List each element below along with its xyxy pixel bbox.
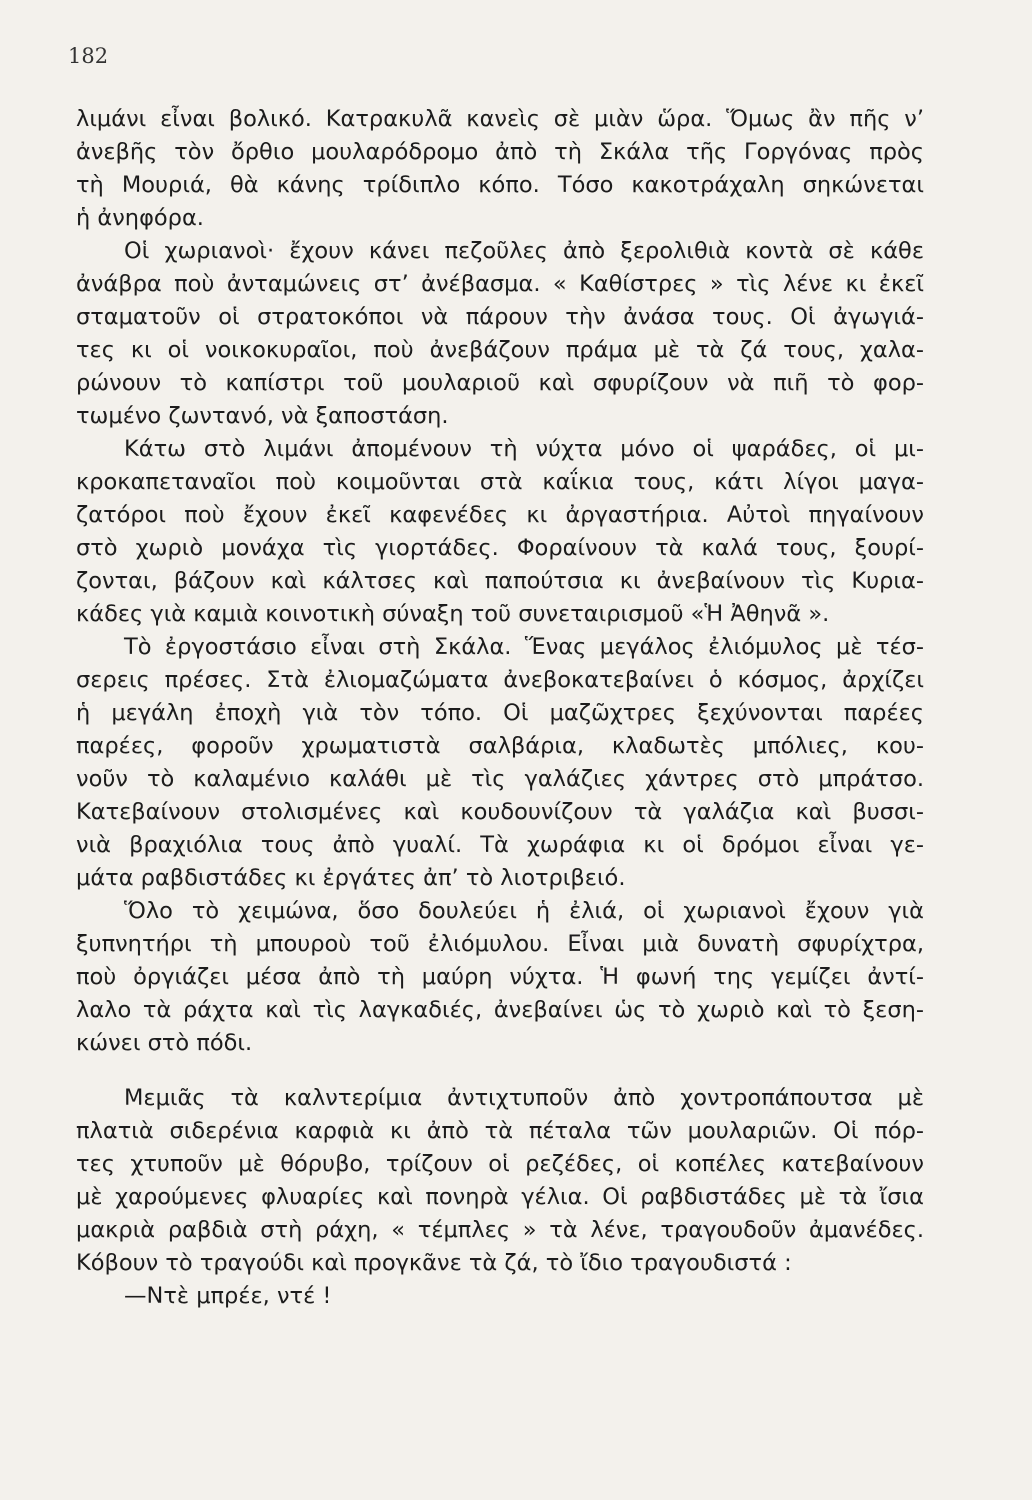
text-line: τὴ Μουριά, θὰ κάνης τρίδιπλο κόπο. Τόσο κακοτράχαλη σηκώνεται bbox=[76, 172, 924, 198]
text-line: νιὰ βραχιόλια τους ἀπὸ γυαλί. Τὰ χωράφια κι οἱ δρόμοι εἶναι γε- bbox=[76, 832, 924, 858]
text-line: ρώνουν τὸ καπίστρι τοῦ μουλαριοῦ καὶ σφυρίζουν νὰ πιῆ τὸ φορ- bbox=[76, 370, 924, 396]
text-line: μὲ χαρούμενες φλυαρίες καὶ πονηρὰ γέλια. Οἱ ραβδιστάδες μὲ τὰ ἴσια bbox=[76, 1184, 924, 1210]
text-line: Μεμιᾶς τὰ καλντερίμια ἀντιχτυποῦν ἀπὸ χοντροπάπουτσα μὲ bbox=[124, 1085, 924, 1111]
text-line: πλατιὰ σιδερένια καρφιὰ κι ἀπὸ τὰ πέταλα τῶν μουλαριῶν. Οἱ πόρ- bbox=[76, 1118, 924, 1144]
body-text bbox=[76, 103, 924, 1313]
text-line: ἡ ἀνηφόρα. bbox=[76, 205, 204, 231]
text-line: κάδες γιὰ καμιὰ κοινοτικὴ σύναξη τοῦ συνεταιρισμοῦ «Ἡ Ἀθηνᾶ ». bbox=[76, 601, 830, 627]
text-line: μακριὰ ραβδιὰ στὴ ράχη, « τέμπλες » τὰ λένε, τραγουδοῦν ἀμανέδες. bbox=[76, 1217, 924, 1243]
text-line: ξυπνητήρι τὴ μπουροὺ τοῦ ἐλιόμυλου. Εἶναι μιὰ δυνατὴ σφυρίχτρα, bbox=[76, 931, 924, 957]
text-line: ποὺ ὀργιάζει μέσα ἀπὸ τὴ μαύρη νύχτα. Ἡ φωνή της γεμίζει ἀντί- bbox=[76, 964, 924, 990]
text-line: ἀνεβῆς τὸν ὄρθιο μουλαρόδρομο ἀπὸ τὴ Σκάλα τῆς Γοργόνας πρὸς bbox=[76, 139, 924, 165]
text-line: στὸ χωριὸ μονάχα τὶς γιορτάδες. Φοραίνουν τὰ καλά τους, ξουρί- bbox=[76, 535, 924, 561]
text-line: λιμάνι εἶναι βολικό. Κατρακυλᾶ κανεὶς σὲ μιὰν ὥρα. Ὅμως ἂν πῆς ν’ bbox=[76, 106, 924, 132]
text-line: ζατόροι ποὺ ἔχουν ἐκεῖ καφενέδες κι ἀργαστήρια. Αὐτοὶ πηγαίνουν bbox=[76, 502, 924, 528]
text-line: Κάτω στὸ λιμάνι ἀπομένουν τὴ νύχτα μόνο οἱ ψαράδες, οἱ μι- bbox=[124, 436, 924, 462]
text-line: ζονται, βάζουν καὶ κάλτσες καὶ παπούτσια κι ἀνεβαίνουν τὶς Κυρια- bbox=[76, 568, 924, 594]
text-line: σερεις πρέσες. Στὰ ἐλιομαζώματα ἀνεβοκατεβαίνει ὁ κόσμος, ἀρχίζει bbox=[76, 667, 924, 693]
text-line: Κόβουν τὸ τραγούδι καὶ προγκᾶνε τὰ ζά, τὸ ἴδιο τραγουδιστά : bbox=[76, 1250, 792, 1276]
text-line: —Ντὲ μπρέε, ντέ ! bbox=[124, 1283, 332, 1309]
text-line: τες χτυποῦν μὲ θόρυβο, τρίζουν οἱ ρεζέδες, οἱ κοπέλες κατεβαίνουν bbox=[76, 1151, 924, 1177]
text-line: ἡ μεγάλη ἐποχὴ γιὰ τὸν τόπο. Οἱ μαζῶχτρες ξεχύνονται παρέες bbox=[76, 700, 924, 726]
text-line: ἀνάβρα ποὺ ἀνταμώνεις στ’ ἀνέβασμα. « Καθίστρες » τὶς λένε κι ἐκεῖ bbox=[76, 271, 924, 297]
text-line: Τὸ ἐργοστάσιο εἶναι στὴ Σκάλα. Ἕνας μεγάλος ἐλιόμυλος μὲ τέσ- bbox=[124, 634, 924, 660]
paragraph bbox=[76, 1082, 924, 1280]
paragraph bbox=[76, 103, 924, 235]
text-line: Κατεβαίνουν στολισμένες καὶ κουδουνίζουν τὰ γαλάζια καὶ βυσσι- bbox=[76, 799, 924, 825]
paragraph-gap bbox=[76, 1060, 924, 1082]
text-line: σταματοῦν οἱ στρατοκόποι νὰ πάρουν τὴν ἀνάσα τους. Οἱ ἀγωγιά- bbox=[76, 304, 924, 330]
text-line: παρέες, φοροῦν χρωματιστὰ σαλβάρια, κλαδωτὲς μπόλιες, κου- bbox=[76, 733, 924, 759]
paragraph bbox=[76, 235, 924, 433]
paragraph bbox=[76, 1280, 924, 1313]
page-number: 182 bbox=[68, 44, 109, 68]
paragraph bbox=[76, 433, 924, 631]
text-line: νοῦν τὸ καλαμένιο καλάθι μὲ τὶς γαλάζιες χάντρες στὸ μπράτσο. bbox=[76, 766, 924, 792]
text-line: Ὅλο τὸ χειμώνα, ὅσο δουλεύει ἡ ἐλιά, οἱ χωριανοὶ ἔχουν γιὰ bbox=[124, 898, 924, 924]
text-line: μάτα ραβδιστάδες κι ἐργάτες ἀπ’ τὸ λιοτριβειό. bbox=[76, 865, 626, 891]
text-line: κροκαπεταναῖοι ποὺ κοιμοῦνται στὰ καΐκια τους, κάτι λίγοι μαγα- bbox=[76, 469, 924, 495]
text-line: Οἱ χωριανοὶ· ἔχουν κάνει πεζοῦλες ἀπὸ ξερολιθιὰ κοντὰ σὲ κάθε bbox=[124, 238, 924, 264]
paragraph bbox=[76, 895, 924, 1060]
paragraph bbox=[76, 631, 924, 895]
text-line: κώνει στὸ πόδι. bbox=[76, 1030, 253, 1056]
text-line: τωμένο ζωντανό, νὰ ξαποστάση. bbox=[76, 403, 449, 429]
text-line: λαλο τὰ ράχτα καὶ τὶς λαγκαδιές, ἀνεβαίνει ὡς τὸ χωριὸ καὶ τὸ ξεση- bbox=[76, 997, 924, 1023]
text-line: τες κι οἱ νοικοκυραῖοι, ποὺ ἀνεβάζουν πράμα μὲ τὰ ζά τους, χαλα- bbox=[76, 337, 924, 363]
